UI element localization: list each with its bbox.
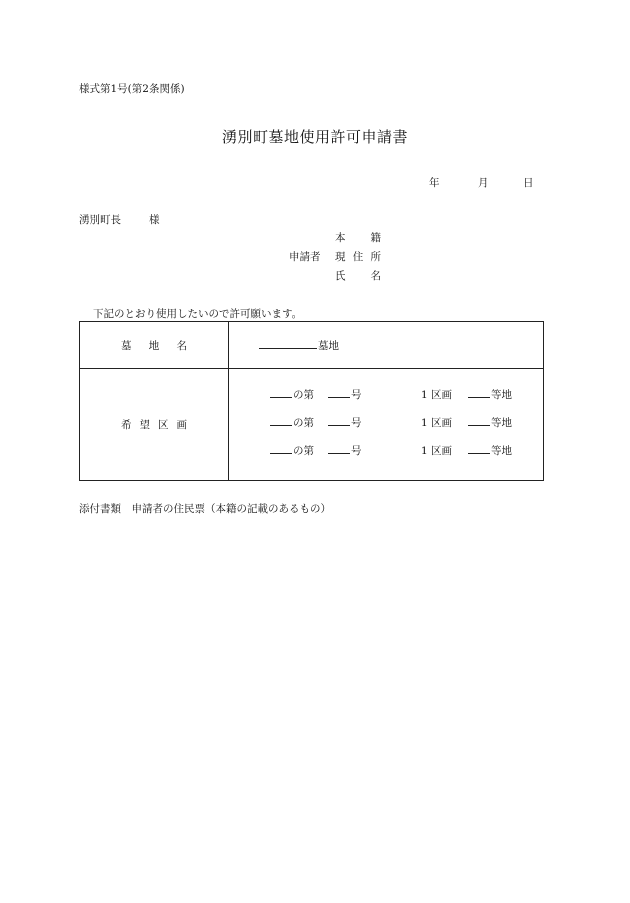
- grade-blank[interactable]: [468, 387, 490, 398]
- grade-blank[interactable]: [468, 443, 490, 454]
- block-blank[interactable]: [270, 443, 292, 454]
- addressee: 湧別町長: [79, 214, 121, 226]
- date-day-label: 日: [523, 177, 534, 189]
- date-year-label: 年: [429, 177, 440, 189]
- cemetery-name-label: 墓 地 名: [121, 340, 187, 352]
- cemetery-suffix: 墓地: [318, 340, 339, 352]
- lot-blank[interactable]: [328, 415, 350, 426]
- application-table: 墓 地 名 墓地 希 望 区 画 の第 号 1 区画 等地 の第 号 1 区画 等地 の第 号 1 区画 等地: [79, 321, 544, 481]
- block-blank[interactable]: [270, 415, 292, 426]
- cemetery-name-field[interactable]: [259, 338, 339, 353]
- section-label: 1 区画: [421, 417, 453, 429]
- applicant-label: 申請者: [289, 251, 321, 263]
- desired-plot-label: 希 望 区 画: [121, 419, 187, 431]
- block-blank[interactable]: [270, 387, 292, 398]
- intro-text: 下記のとおり使用したいので許可願います。: [93, 308, 303, 320]
- honorific: 様: [149, 214, 160, 226]
- table-divider-vertical: [228, 322, 229, 480]
- grade-blank[interactable]: [468, 415, 490, 426]
- section-label: 1 区画: [421, 445, 453, 457]
- table-divider-horizontal: [80, 368, 543, 369]
- date-month-label: 月: [478, 177, 489, 189]
- lot-blank[interactable]: [328, 443, 350, 454]
- address-label: 現 住 所: [335, 251, 381, 263]
- lot-blank[interactable]: [328, 387, 350, 398]
- attachment-note: 添付書類 申請者の住民票（本籍の記載のあるもの）: [79, 503, 331, 515]
- name-label: 氏 名: [335, 270, 381, 282]
- honseki-label: 本 籍: [335, 232, 381, 244]
- cemetery-name-blank[interactable]: [259, 338, 317, 349]
- form-number: 様式第1号(第2条関係): [79, 83, 185, 95]
- section-label: 1 区画: [421, 389, 453, 401]
- document-title: 湧別町墓地使用許可申請書: [221, 128, 408, 146]
